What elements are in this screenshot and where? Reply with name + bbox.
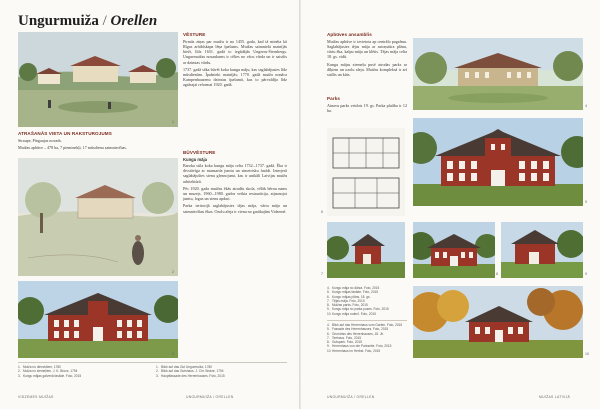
location-caption-text: Straupe, Pārgaujas novads.	[18, 137, 63, 143]
figure-number: 7	[321, 272, 323, 276]
park-paragraph: Ainavu parks veidots 19. gs. Parka platība ir 12 ha.	[327, 102, 407, 113]
figure-number: 6	[321, 210, 323, 214]
caption-item: 8. Muižas parks. Foto, 2015	[327, 303, 368, 308]
caption-item: 6. Kungu mājas plāns, 18. gs.	[327, 294, 371, 299]
park-view-photo	[413, 222, 495, 278]
tea-house-photo	[327, 222, 405, 278]
right-footer-right: MUIŽAS LATVIJĀ	[539, 395, 571, 399]
manor-photo-illustration	[18, 281, 178, 358]
figure-number: 9	[585, 272, 587, 276]
left-captions-latvian	[18, 365, 138, 378]
ensemble-heading: Apbūves ansamblis	[327, 32, 372, 37]
left-footer-center: UNGURMUIŽA / ORELLEN	[186, 395, 234, 399]
park-section	[327, 96, 407, 120]
building-history-paragraph-2: Pēc 1920. gada muižas ēkās atradās skola, vēlāk bērnu nams un muzejs. 1960.–1980. gados veikta restaurācija, atjaunojot jumtu, logus un sienu apdari.	[183, 185, 287, 202]
figure-number: 10	[585, 352, 589, 356]
history-heading: VĒSTURE	[183, 32, 206, 37]
right-captions-german	[327, 323, 407, 353]
caption-item: 9. Herrenhaus von der Parkseite. Foto, 2015	[327, 344, 392, 349]
left-captions-german	[156, 365, 287, 378]
caption-item: 10.Kungu māja rudenī. Foto, 2015	[327, 311, 376, 316]
history-paragraph-2: 1737. gadā sāka būvēt koka kungu māju, kas saglabājusies līdz mūsdienām. Īpašnieki mainījās; 1770. gadā muiža nonāca Kampenhauzenu dzimtas īpašumā, kas to pārvaldīja līdz agrārajai reformai 1920. gadā.	[183, 66, 287, 88]
location-caption-text2: Muižas apbūve – 478 ha, 7 pieminekļi, 17 mūsdienu saimniecības.	[18, 144, 127, 150]
caption-item: 3. Kungu mājas galvenā fasāde. Foto, 2015	[18, 373, 82, 378]
caption-item: 7. Teehaus. Foto, 2015	[327, 335, 362, 340]
manor-house-subheading: Kungu māja	[183, 156, 207, 162]
caption-item: 2. Muiža no ziemeļiem. J. K. Broce, 1794	[18, 369, 78, 374]
caption-item: 1. Muiža no dienvidiem, 1780	[18, 365, 61, 369]
garden-view-illustration	[413, 38, 583, 110]
building-history-heading: BŪVVĒSTURE	[183, 150, 216, 155]
location-caption	[18, 131, 178, 155]
figure-number: 8	[496, 272, 498, 276]
building-history-paragraph-1: Baroka stila koka kungu māja celta 1732.–1737. gadā. Ēka ir divstāvīga ar mansarda jumtu un simetrisku fasādi. Interjerā saglabājušies sienu gleznojumi, kas ir unikāli Latvijas muižu arhitektūrā.	[183, 162, 287, 184]
caption-item: 1. Blick auf das Gut Ungurmuiža, 1780	[156, 365, 213, 369]
figure-number: 1	[172, 120, 174, 124]
historic-drawing-illustration	[18, 158, 178, 276]
caption-item: 4. Kungu māja no dārza. Foto, 2015	[327, 286, 380, 290]
right-footer: UNGURMUIŽA / ORELLEN	[327, 395, 375, 399]
caption-item: 5. Kungu mājas fasāde. Foto, 2015	[327, 290, 379, 295]
floor-plan-drawing	[327, 128, 405, 216]
caption-item: 2. Blick auf das Gutshaus. J. Chr. Brotze, 1794	[156, 369, 224, 374]
left-footer: VIDZEMES MUIŽAS	[18, 395, 54, 399]
autumn-manor-photo	[413, 286, 583, 358]
location-caption-title: ATRAŠANĀS VIETA UN RAKSTUROJUMS	[18, 131, 112, 136]
right-captions-latvian	[327, 286, 407, 316]
title-main: Ungurmuiža	[18, 13, 99, 29]
caption-item: 10.Herrenhaus im Herbst. Foto, 2015	[327, 348, 381, 353]
historic-painting-illustration	[18, 32, 178, 127]
outbuilding-photo	[501, 222, 583, 278]
caption-item: 9. Kungu māja no parka puses. Foto, 2015	[327, 307, 389, 312]
caption-item: 8. Gutspark. Foto, 2015	[327, 340, 362, 345]
history-paragraph-1: Pirmās ziņas par muižu ir no 1455. gada, kad tā minēta kā Rīgas arhibīskapa lēņa īpašums. Muižas saimnieki mainījās bieži, līdz 1651. gadā to iegādājās Ungerns-Šternbergs. Ungurmuižas nosaukums ir cēlies no vācu vārda un ir saistīts ar dzimtas vārdu.	[183, 38, 287, 65]
building-history-section	[183, 150, 287, 358]
title-separator: /	[98, 13, 111, 29]
left-caption-rule	[18, 362, 287, 363]
figure-number: 4	[585, 104, 587, 108]
title-alt: Orellen	[110, 13, 158, 29]
manor-facade-photo	[413, 118, 583, 206]
building-history-paragraph-3: Parka teritorijā saglabājusies tējas māja, vārtu māja un saimniecības ēkas. Ozolu aleja ir viena no garākajām Vidzemē.	[183, 203, 287, 214]
caption-item: 6. Grundriss des Herrenhauses, 18. Jh.	[327, 331, 385, 336]
figure-number: 2	[172, 270, 174, 274]
page-title	[18, 13, 157, 30]
caption-item: 4. Blick auf das Herrenhaus vom Garten. Foto, 2015	[327, 323, 403, 327]
left-page	[0, 0, 299, 409]
figure-number: 5	[585, 200, 587, 204]
right-caption-rule	[327, 320, 407, 321]
caption-item: 3. Hauptfassade des Herrenhauses. Foto, 2015	[156, 373, 225, 378]
right-page	[301, 0, 600, 409]
caption-item: 7. Tējas māja. Foto, 2015	[327, 298, 365, 303]
figure-number: 3	[172, 352, 174, 356]
caption-item: 5. Fassade des Herrenhauses. Foto, 2015	[327, 327, 389, 332]
ensemble-paragraph-1: Muižas apbūve ir izvietota ap centrālo pagalmu. Saglabājusies tējas māja ar astoņstūra plānu, vārtu ēka, kalpu māja un klētis. Tējas māja celta 18. gs. vidū.	[327, 38, 407, 60]
ensemble-paragraph-2: Kungu mājas ziemeļu pusē atrodas parks ar dīķiem un ozolu aleju. Muižas kompleksā ir arī stallis un kūts.	[327, 61, 407, 77]
ensemble-section	[327, 32, 407, 94]
history-section	[183, 32, 287, 144]
park-heading: Parks	[327, 96, 341, 101]
